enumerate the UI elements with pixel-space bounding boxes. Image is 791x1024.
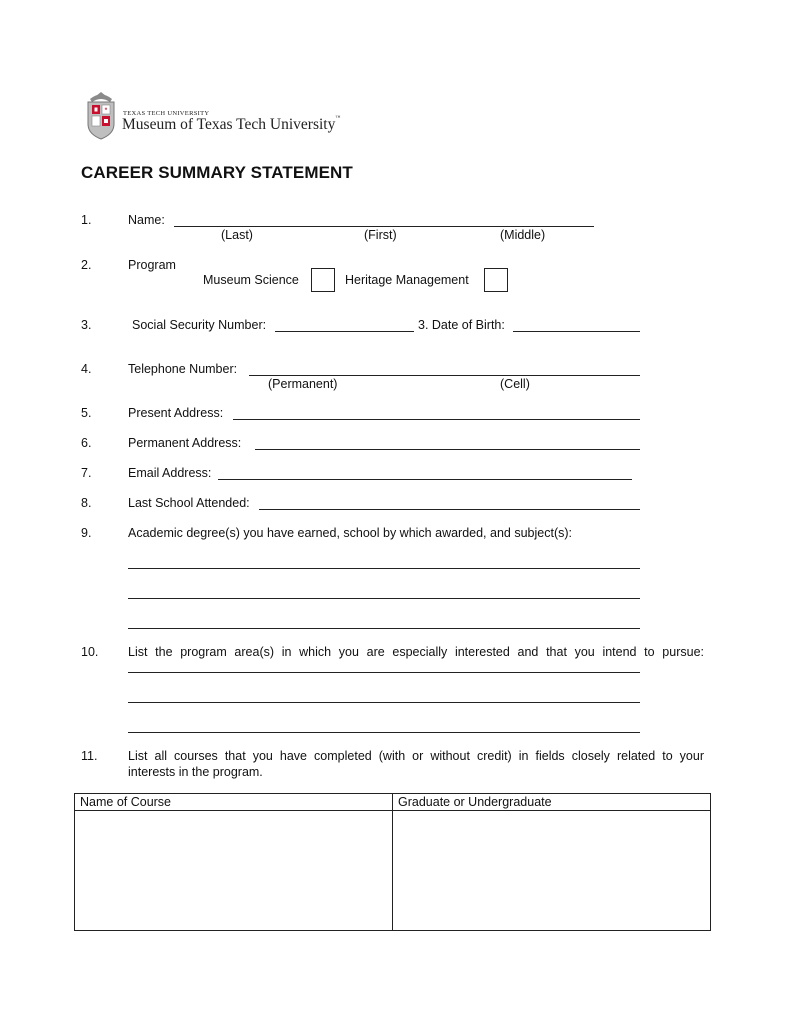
- ssn-label: Social Security Number:: [132, 318, 267, 332]
- courses-label-line1: List all courses that you have completed (with or without credit) in fields closely related to your: [128, 749, 704, 763]
- courses-table: [74, 793, 711, 931]
- item-number: 4.: [81, 362, 92, 376]
- program-areas-line[interactable]: [128, 702, 640, 703]
- permanent-address-label: Permanent Address:: [128, 436, 242, 450]
- item-number: 1.: [81, 213, 92, 227]
- column-header-level: Graduate or Undergraduate: [393, 794, 711, 811]
- program-areas-line[interactable]: [128, 732, 640, 733]
- telephone-field[interactable]: [249, 375, 640, 376]
- program-areas-line[interactable]: [128, 672, 640, 673]
- heritage-management-label: Heritage Management: [345, 273, 469, 287]
- name-field[interactable]: [174, 226, 594, 227]
- name-label: Name:: [128, 213, 165, 227]
- logo-university-name: TEXAS TECH UNIVERSITY: [123, 110, 210, 117]
- heritage-management-checkbox[interactable]: [484, 268, 508, 292]
- item-number: 6.: [81, 436, 92, 450]
- museum-science-label: Museum Science: [203, 273, 299, 287]
- column-header-course-name: Name of Course: [75, 794, 393, 811]
- page-title: CAREER SUMMARY STATEMENT: [81, 163, 353, 182]
- program-label: Program: [128, 258, 176, 272]
- last-school-field[interactable]: [259, 509, 640, 510]
- degrees-label: Academic degree(s) you have earned, school by which awarded, and subject(s):: [128, 526, 572, 540]
- telephone-label: Telephone Number:: [128, 362, 238, 376]
- dob-field[interactable]: [513, 331, 640, 332]
- tech-seal-icon: [84, 92, 118, 140]
- item-number: 10.: [81, 645, 99, 659]
- degrees-line[interactable]: [128, 628, 640, 629]
- last-name-caption: (Last): [221, 228, 253, 242]
- first-name-caption: (First): [364, 228, 397, 242]
- email-label: Email Address:: [128, 466, 212, 480]
- present-address-field[interactable]: [233, 419, 640, 420]
- email-field[interactable]: [218, 479, 632, 480]
- present-address-label: Present Address:: [128, 406, 224, 420]
- degrees-line[interactable]: [128, 568, 640, 569]
- permanent-phone-caption: (Permanent): [268, 377, 338, 391]
- dob-label: 3. Date of Birth:: [418, 318, 505, 332]
- program-areas-label: List the program area(s) in which you are especially interested and that you intend to pursue:: [128, 645, 704, 659]
- item-number: 11.: [81, 749, 98, 763]
- museum-science-checkbox[interactable]: [311, 268, 335, 292]
- course-level-cell[interactable]: [393, 811, 711, 931]
- cell-phone-caption: (Cell): [500, 377, 530, 391]
- item-number: 8.: [81, 496, 92, 510]
- degrees-line[interactable]: [128, 598, 640, 599]
- logo-museum-name: Museum of Texas Tech University™: [122, 116, 341, 133]
- item-number: 3.: [81, 318, 92, 332]
- last-school-label: Last School Attended:: [128, 496, 250, 510]
- item-number: 2.: [81, 258, 92, 272]
- item-number: 7.: [81, 466, 92, 480]
- item-number: 9.: [81, 526, 92, 540]
- ssn-field[interactable]: [275, 331, 414, 332]
- middle-name-caption: (Middle): [500, 228, 546, 242]
- course-name-cell[interactable]: [75, 811, 393, 931]
- permanent-address-field[interactable]: [255, 449, 640, 450]
- courses-label-line2: interests in the program.: [128, 765, 263, 779]
- item-number: 5.: [81, 406, 92, 420]
